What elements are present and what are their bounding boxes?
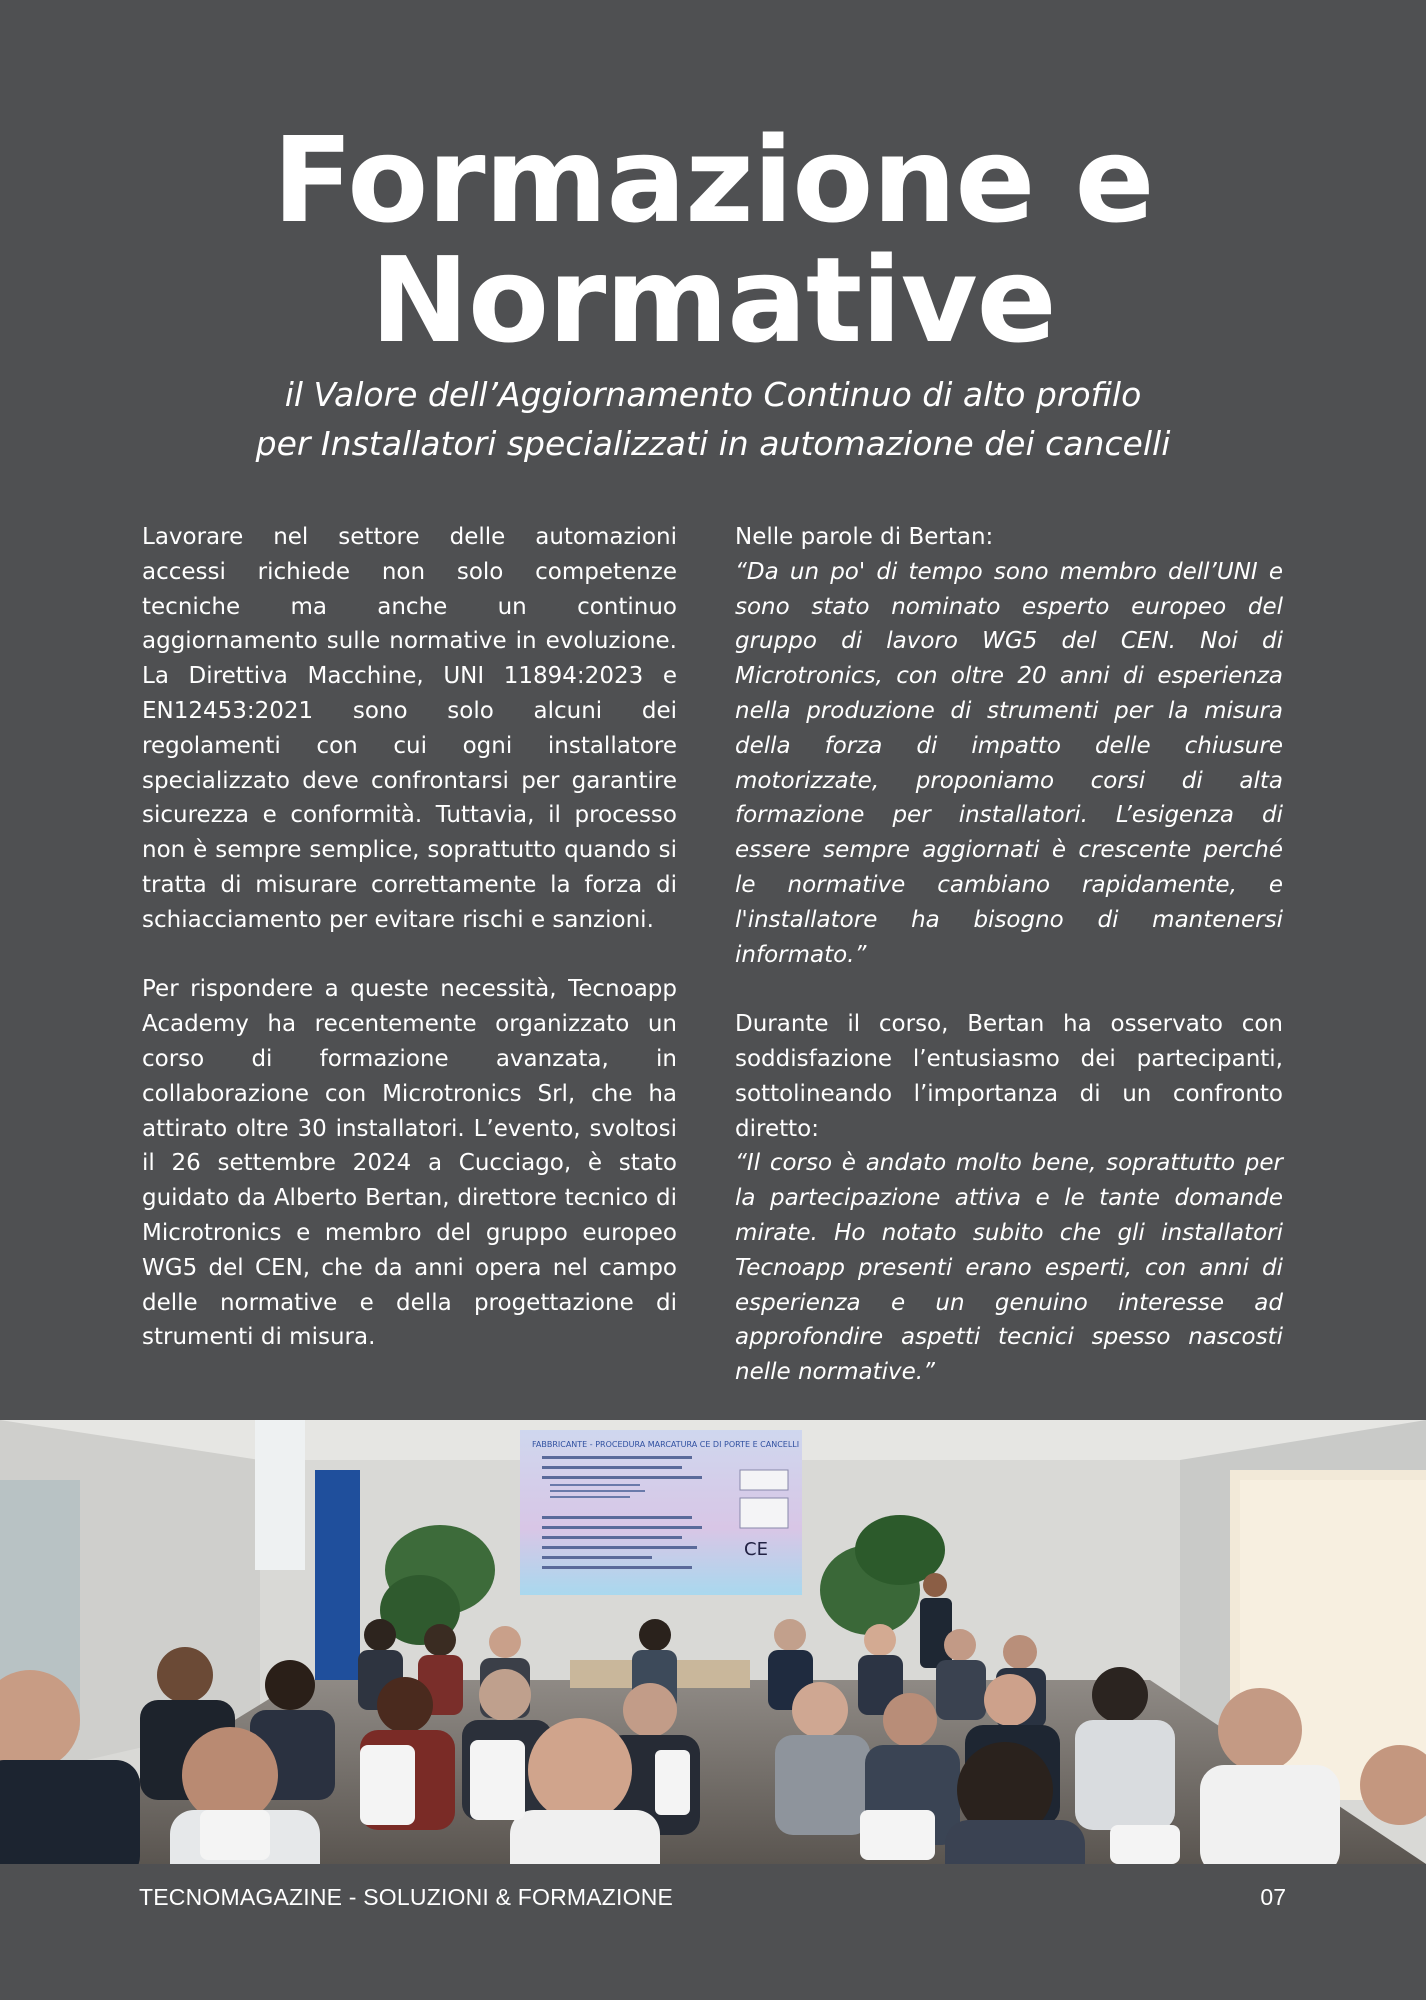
paragraph-gap: [142, 938, 677, 973]
bertan-quote-1: “Da un po' di tempo sono membro dell’UNI e sono stato nominato esperto europeo del gruppo di lavoro WG5 del CEN. Noi di Microtronics, con oltre 20 anni di esperienza nella produzione di strumenti per la misura della forza di impatto delle chiusure motorizzate, proponiamo corsi di alta formazione per installatori. L’esigenza di essere sempre aggiornati è crescente perché le normative cambiano rapidamente, e l'installatore ha bisogno di mantenersi informato.”: [735, 558, 1283, 968]
right-column: [735, 520, 1283, 1390]
page-title: [0, 111, 1426, 369]
footer-label: TECNOMAGAZINE - SOLUZIONI & FORMAZIONE: [139, 1884, 674, 1910]
subtitle-line-2: per Installatori specializzati in automazione dei cancelli: [255, 424, 1171, 463]
training-room-photo: [0, 1420, 1426, 1864]
title-line-1: Formazione e: [272, 111, 1154, 249]
paragraph-gap: [735, 972, 1283, 1007]
title-line-2: Normative: [370, 231, 1056, 369]
right-paragraph-2: Durante il corso, Bertan ha osservato con soddisfazione l’entusiasmo dei partecipanti, sottolineando l’importanza di un confronto diretto:: [735, 1011, 1283, 1142]
slide-title: FABBRICANTE - PROCEDURA MARCATURA CE DI PORTE E CANCELLI: [532, 1440, 800, 1449]
right-intro: Nelle parole di Bertan:: [735, 524, 994, 550]
projection-screen: [520, 1430, 802, 1595]
window: [255, 1420, 305, 1570]
subtitle-line-1: il Valore dell’Aggiornamento Continuo di alto profilo: [284, 375, 1142, 414]
left-column: [142, 520, 677, 1355]
left-paragraph-2: Per rispondere a queste necessità, Tecnoapp Academy ha recentemente organizzato un corso di formazione avanzata, in collaborazione con Microtronics Srl, che ha attirato oltre 30 installatori. L’evento, svoltosi il 26 settembre 2024 a Cucciago, è stato guidato da Alberto Bertan, direttore tecnico di Microtronics e membro del gruppo europeo WG5 del CEN, che da anni opera nel campo delle normative e della progettazione di strumenti di misura.: [142, 976, 677, 1351]
page-subtitle: [0, 370, 1426, 468]
page-number: 07: [1260, 1884, 1286, 1910]
bertan-quote-2: “Il corso è andato molto bene, soprattutto per la partecipazione attiva e le tante domande mirate. Ho notato subito che gli installatori Tecnoapp presenti erano esperti, con anni di esperienza e un genuino interesse ad approfondire aspetti tecnici spesso nascosti nelle normative.”: [735, 1150, 1283, 1386]
left-paragraph-1: Lavorare nel settore delle automazioni accessi richiede non solo competenze tecniche ma anche un continuo aggiornamento sulle normative in evoluzione. La Direttiva Macchine, UNI 11894:2023 e EN12453:2021 sono solo alcuni dei regolamenti con cui ogni installatore specializzato deve confrontarsi per garantire sicurezza e conformità. Tuttavia, il processo non è sempre semplice, soprattutto quando si tratta di misurare correttamente la forza di schiacciamento per evitare rischi e sanzioni.: [142, 524, 677, 933]
ce-mark: CE: [744, 1539, 768, 1560]
